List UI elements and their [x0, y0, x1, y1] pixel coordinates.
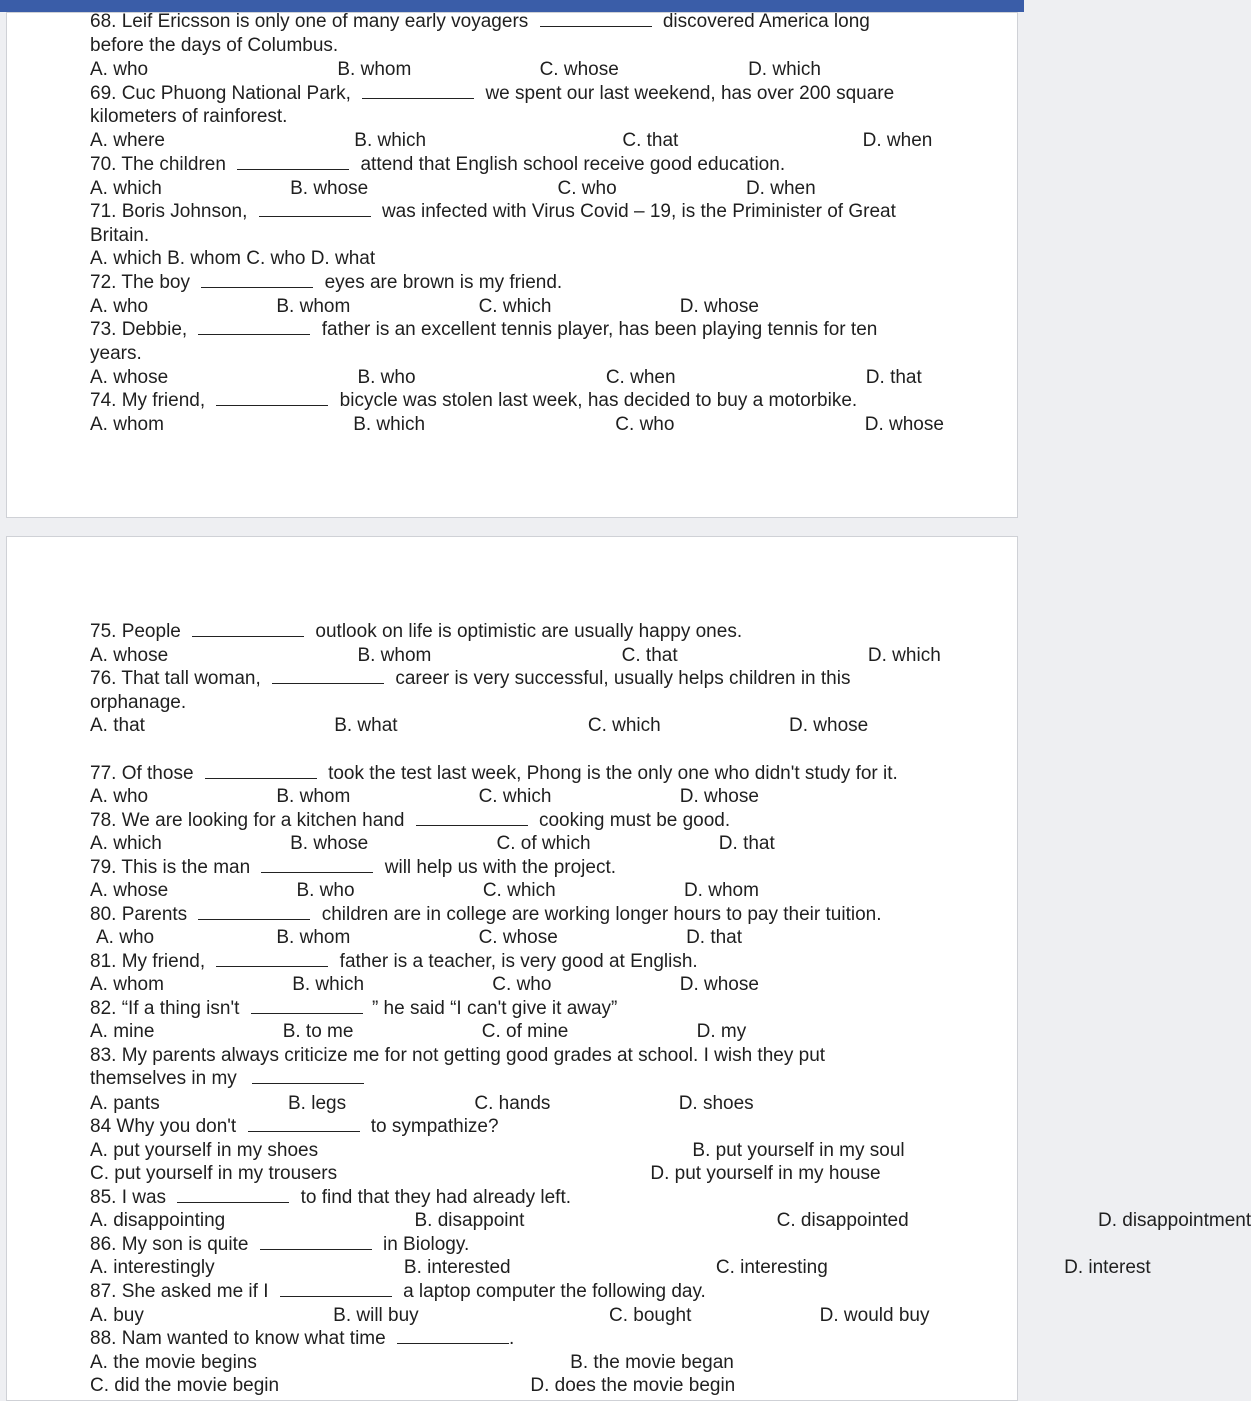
- question-71-line-1: [90, 200, 896, 223]
- option-b[interactable]: B. put yourself in my soul: [692, 1140, 905, 1161]
- answer-blank[interactable]: [248, 1116, 360, 1132]
- question-86-stem-cont: in Biology.: [382, 1234, 470, 1255]
- option-b[interactable]: B. disappoint: [414, 1210, 525, 1231]
- question-83-stem-end: themselves in my: [90, 1068, 237, 1089]
- option-c[interactable]: C. who: [615, 414, 675, 435]
- option-b[interactable]: B. whom: [276, 296, 351, 317]
- question-78-line-1: [90, 809, 730, 832]
- answer-blank[interactable]: [259, 201, 371, 217]
- question-84-line-1: [90, 1115, 499, 1138]
- question-84-options-row-1: [90, 1139, 905, 1162]
- option-d[interactable]: D. shoes: [678, 1093, 754, 1114]
- question-85-stem: 85. I was: [90, 1187, 167, 1208]
- option-d[interactable]: D. would buy: [819, 1305, 930, 1326]
- option-d[interactable]: D. which: [867, 645, 941, 666]
- question-77-stem: 77. Of those: [90, 763, 194, 784]
- question-72-options: [90, 295, 759, 318]
- option-a[interactable]: A. disappointing: [90, 1210, 226, 1231]
- question-85-line-1: [90, 1186, 571, 1209]
- question-70-options: [90, 177, 816, 200]
- option-c[interactable]: C. when: [605, 367, 676, 388]
- option-c[interactable]: C. did the movie begin: [90, 1375, 280, 1396]
- option-a[interactable]: A. mine: [90, 1021, 155, 1042]
- question-78-stem-cont: cooking must be good.: [538, 810, 731, 831]
- question-71-options: [90, 247, 375, 270]
- question-80-line-1: [90, 903, 882, 926]
- question-74-line-1: [90, 389, 857, 412]
- question-88-line-1: [90, 1327, 514, 1350]
- question-73-line-2: [90, 342, 142, 365]
- option-a[interactable]: A. whose: [90, 880, 169, 901]
- question-69-line-2: [90, 105, 287, 128]
- question-83-line-2: [90, 1067, 370, 1090]
- option-c[interactable]: C. of which: [496, 833, 591, 854]
- question-70-stem-cont: attend that English school receive good education.: [360, 154, 786, 175]
- question-78-stem: 78. We are looking for a kitchen hand: [90, 810, 405, 831]
- options-inline[interactable]: A. which B. whom C. who D. what: [90, 248, 376, 269]
- option-d[interactable]: D. when: [862, 130, 933, 151]
- question-87-line-1: [90, 1280, 706, 1303]
- question-71-stem: 71. Boris Johnson,: [90, 201, 248, 222]
- option-d[interactable]: D. that: [718, 833, 775, 854]
- question-87-stem-cont: a laptop computer the following day.: [403, 1281, 706, 1302]
- option-c[interactable]: C. which: [478, 296, 552, 317]
- option-c[interactable]: C. whose: [539, 59, 619, 80]
- question-70-stem: 70. The children: [90, 154, 226, 175]
- question-81-line-1: [90, 950, 698, 973]
- question-69-stem-cont: we spent our last weekend, has over 200 square: [485, 83, 895, 104]
- question-68-line-1: [90, 10, 870, 33]
- option-c[interactable]: C. that: [621, 645, 678, 666]
- option-b[interactable]: B. interested: [403, 1257, 511, 1278]
- answer-blank[interactable]: [280, 1281, 392, 1297]
- option-a[interactable]: A. which: [90, 178, 162, 199]
- option-a[interactable]: A. who: [90, 296, 149, 317]
- question-81-options: [90, 973, 759, 996]
- question-86-stem: 86. My son is quite: [90, 1234, 249, 1255]
- question-74-stem-cont: bicycle was stolen last week, has decided to buy a motorbike.: [339, 390, 858, 411]
- option-d[interactable]: D. whose: [679, 786, 759, 807]
- option-b[interactable]: B. whom: [276, 927, 351, 948]
- option-a[interactable]: A. who: [96, 927, 155, 948]
- option-b[interactable]: B. which: [354, 130, 427, 151]
- question-77-options: [90, 785, 759, 808]
- option-a[interactable]: A. whose: [90, 645, 169, 666]
- option-b[interactable]: B. whose: [290, 833, 369, 854]
- option-b[interactable]: B. which: [353, 414, 426, 435]
- question-73-stem-cont: father is an excellent tennis player, has been playing tennis for ten: [321, 319, 878, 340]
- answer-blank[interactable]: [272, 668, 384, 684]
- option-b[interactable]: B. whom: [276, 786, 351, 807]
- option-d[interactable]: D. put yourself in my house: [650, 1163, 881, 1184]
- question-76-line-1: [90, 667, 850, 690]
- option-c[interactable]: C. of mine: [481, 1021, 569, 1042]
- question-83-stem: 83. My parents always criticize me for not getting good grades at school. I wish they put: [90, 1045, 826, 1066]
- option-b[interactable]: B. what: [334, 715, 398, 736]
- option-a[interactable]: A. the movie begins: [90, 1352, 257, 1373]
- document-page-1[interactable]: [6, 12, 1018, 518]
- answer-blank[interactable]: [397, 1328, 509, 1344]
- question-88-stem-cont: .: [508, 1328, 515, 1349]
- question-68-stem-cont: discovered America long: [662, 11, 870, 32]
- question-68-stem: 68. Leif Ericsson is only one of many early voyagers: [90, 11, 529, 32]
- question-82-options: [90, 1020, 747, 1043]
- question-72-stem-cont: eyes are brown is my friend.: [324, 272, 563, 293]
- option-c[interactable]: C. which: [478, 786, 552, 807]
- question-81-stem-cont: father is a teacher, is very good at English.: [339, 951, 698, 972]
- question-68-stem-end: before the days of Columbus.: [90, 35, 339, 56]
- question-69-stem-end: kilometers of rainforest.: [90, 106, 288, 127]
- question-85-options: [90, 1209, 1251, 1232]
- question-86-line-1: [90, 1233, 469, 1256]
- option-c[interactable]: C. that: [622, 130, 679, 151]
- option-a[interactable]: A. who: [90, 786, 149, 807]
- question-68-options: [90, 58, 821, 81]
- question-83-line-1: [90, 1044, 825, 1067]
- answer-blank[interactable]: [198, 904, 310, 920]
- question-84-stem-cont: to sympathize?: [370, 1116, 499, 1137]
- option-d[interactable]: D. that: [686, 927, 743, 948]
- question-82-stem-cont: ” he said “I can't give it away”: [371, 998, 618, 1019]
- option-d[interactable]: D. whose: [864, 414, 944, 435]
- option-c[interactable]: C. whose: [478, 927, 558, 948]
- question-75-line-1: [90, 620, 742, 643]
- option-b[interactable]: B. to me: [282, 1021, 354, 1042]
- answer-blank[interactable]: [416, 810, 528, 826]
- option-a[interactable]: A. whom: [90, 974, 164, 995]
- question-73-stem-end: years.: [90, 343, 142, 364]
- option-a[interactable]: A. whom: [90, 414, 164, 435]
- option-a[interactable]: A. put yourself in my shoes: [90, 1140, 319, 1161]
- question-88-options-row-1: [90, 1351, 734, 1374]
- option-c[interactable]: C. which: [587, 715, 661, 736]
- question-75-options: [90, 644, 941, 667]
- option-d[interactable]: D. does the movie begin: [530, 1375, 736, 1396]
- option-d[interactable]: D. whom: [683, 880, 759, 901]
- document-page-2[interactable]: [6, 536, 1251, 1401]
- option-d[interactable]: D. my: [696, 1021, 747, 1042]
- option-b[interactable]: B. which: [292, 974, 365, 995]
- option-a[interactable]: A. interestingly: [90, 1257, 215, 1278]
- option-c[interactable]: C. put yourself in my trousers: [90, 1163, 338, 1184]
- option-b[interactable]: B. will buy: [333, 1305, 419, 1326]
- answer-blank[interactable]: [205, 763, 317, 779]
- option-c[interactable]: C. hands: [474, 1093, 551, 1114]
- question-72-line-1: [90, 271, 562, 294]
- answer-blank[interactable]: [540, 11, 652, 27]
- question-80-options: [90, 926, 743, 949]
- question-82-stem: 82. “If a thing isn't: [90, 998, 240, 1019]
- option-d[interactable]: D. whose: [789, 715, 869, 736]
- question-74-options: [90, 413, 944, 436]
- option-d[interactable]: D. when: [745, 178, 816, 199]
- option-c[interactable]: C. disappointed: [776, 1210, 909, 1231]
- answer-blank[interactable]: [261, 857, 373, 873]
- answer-blank[interactable]: [201, 272, 313, 288]
- answer-blank[interactable]: [251, 998, 363, 1014]
- option-b[interactable]: B. whom: [357, 645, 432, 666]
- option-b[interactable]: B. whom: [337, 59, 412, 80]
- question-73-options: [90, 366, 922, 389]
- question-71-stem-end: Britain.: [90, 225, 150, 246]
- question-73-line-1: [90, 318, 877, 341]
- question-88-options-row-2: [90, 1374, 736, 1397]
- question-87-options: [90, 1304, 930, 1327]
- option-a[interactable]: A. where: [90, 130, 165, 151]
- question-75-stem-cont: outlook on life is optimistic are usually happy ones.: [315, 621, 743, 642]
- question-80-stem-cont: children are in college are working longer hours to pay their tuition.: [321, 904, 882, 925]
- option-b[interactable]: B. whose: [290, 178, 369, 199]
- option-a[interactable]: A. which: [90, 833, 162, 854]
- option-c[interactable]: C. bought: [608, 1305, 692, 1326]
- option-a[interactable]: A. who: [90, 59, 149, 80]
- question-78-options: [90, 832, 775, 855]
- option-d[interactable]: D. which: [748, 59, 821, 80]
- question-79-line-1: [90, 856, 616, 879]
- question-77-stem-cont: took the test last week, Phong is the only one who didn't study for it.: [328, 763, 898, 784]
- answer-blank[interactable]: [362, 83, 474, 99]
- option-a[interactable]: A. pants: [90, 1093, 160, 1114]
- question-81-stem: 81. My friend,: [90, 951, 206, 972]
- question-76-stem-cont: career is very successful, usually helps children in this: [395, 668, 851, 689]
- option-c[interactable]: C. which: [482, 880, 556, 901]
- question-79-stem: 79. This is the man: [90, 857, 251, 878]
- question-71-line-2: [90, 224, 149, 247]
- option-b[interactable]: B. the movie began: [570, 1352, 734, 1373]
- question-84-stem: 84 Why you don't: [90, 1116, 237, 1137]
- question-76-options: [90, 714, 869, 737]
- question-87-stem: 87. She asked me if I: [90, 1281, 269, 1302]
- option-b[interactable]: B. legs: [288, 1093, 347, 1114]
- option-c[interactable]: C. interesting: [715, 1257, 828, 1278]
- option-d[interactable]: D. disappointment: [1097, 1210, 1251, 1231]
- question-76-line-2: [90, 691, 186, 714]
- question-79-options: [90, 879, 759, 902]
- answer-blank[interactable]: [216, 390, 328, 406]
- answer-blank[interactable]: [252, 1068, 364, 1084]
- answer-blank[interactable]: [177, 1187, 289, 1203]
- question-83-options: [90, 1092, 754, 1115]
- question-77-line-1: [90, 762, 898, 785]
- option-a[interactable]: A. buy: [90, 1305, 144, 1326]
- question-76-stem-end: orphanage.: [90, 692, 187, 713]
- question-86-options: [90, 1256, 1151, 1279]
- question-80-stem: 80. Parents: [90, 904, 188, 925]
- option-d[interactable]: D. whose: [679, 296, 759, 317]
- question-70-line-1: [90, 153, 785, 176]
- question-69-line-1: [90, 82, 894, 105]
- question-84-options-row-2: [90, 1162, 881, 1185]
- answer-blank[interactable]: [260, 1234, 372, 1250]
- question-71-stem-cont: was infected with Virus Covid – 19, is the Priminister of Great: [381, 201, 896, 222]
- question-79-stem-cont: will help us with the project.: [384, 857, 617, 878]
- option-a[interactable]: A. that: [90, 715, 145, 736]
- question-75-stem: 75. People: [90, 621, 181, 642]
- option-d[interactable]: D. whose: [679, 974, 759, 995]
- option-d[interactable]: D. interest: [1064, 1257, 1151, 1278]
- question-73-stem: 73. Debbie,: [90, 319, 188, 340]
- question-82-line-1: [90, 997, 617, 1020]
- answer-blank[interactable]: [237, 154, 349, 170]
- question-74-stem: 74. My friend,: [90, 390, 206, 411]
- option-a[interactable]: A. whose: [90, 367, 169, 388]
- answer-blank[interactable]: [216, 951, 328, 967]
- question-85-stem-cont: to find that they had already left.: [300, 1187, 572, 1208]
- question-72-stem: 72. The boy: [90, 272, 191, 293]
- option-b[interactable]: B. who: [357, 367, 416, 388]
- answer-blank[interactable]: [198, 319, 310, 335]
- question-68-line-2: [90, 34, 338, 57]
- option-c[interactable]: C. who: [492, 974, 552, 995]
- question-69-stem: 69. Cuc Phuong National Park,: [90, 83, 351, 104]
- option-b[interactable]: B. who: [296, 880, 355, 901]
- option-d[interactable]: D. that: [865, 367, 922, 388]
- question-69-options: [90, 129, 933, 152]
- question-76-stem: 76. That tall woman,: [90, 668, 261, 689]
- answer-blank[interactable]: [192, 621, 304, 637]
- option-c[interactable]: C. who: [557, 178, 617, 199]
- question-88-stem: 88. Nam wanted to know what time: [90, 1328, 386, 1349]
